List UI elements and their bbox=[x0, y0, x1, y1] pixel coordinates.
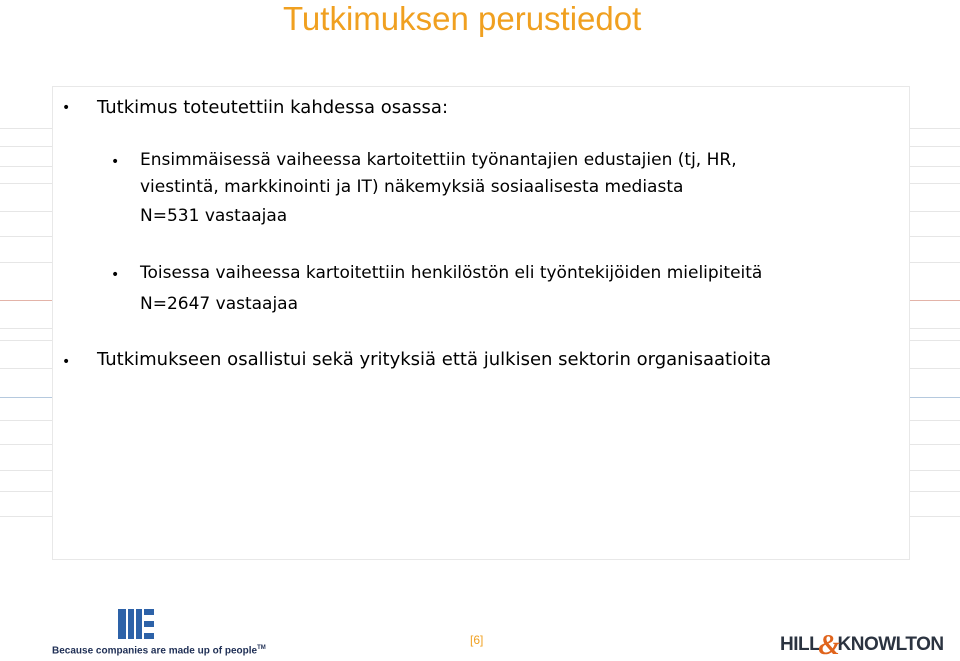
bullet-dot: • bbox=[62, 100, 71, 116]
sub-bullet-1-line-3: N=531 vastaajaa bbox=[140, 206, 288, 226]
bullet-dot: • bbox=[62, 354, 71, 370]
slide-title: Tutkimuksen perustiedot bbox=[283, 0, 642, 37]
sub-bullet-dot: • bbox=[111, 267, 120, 283]
bullet-1: Tutkimus toteutettiin kahdessa osassa: bbox=[97, 97, 449, 118]
mps-logo bbox=[52, 606, 156, 646]
slogan: Because companies are made up of people™ bbox=[52, 645, 266, 657]
sub-bullet-2-line-2: N=2647 vastaajaa bbox=[140, 294, 299, 314]
hill-knowlton-logo: HILL&KNOWLTON bbox=[780, 630, 944, 661]
sub-bullet-1-line-1: Ensimmäisessä vaiheessa kartoitettiin työnantajien edustajien (tj, HR, bbox=[140, 150, 737, 170]
page-number: [6] bbox=[470, 633, 484, 647]
sub-bullet-dot: • bbox=[111, 154, 120, 170]
bullet-2: Tutkimukseen osallistui sekä yrityksiä että julkisen sektorin organisaatioita bbox=[97, 349, 772, 370]
sub-bullet-2-line-1: Toisessa vaiheessa kartoitettiin henkilöstön eli työntekijöiden mielipiteitä bbox=[140, 263, 763, 283]
sub-bullet-1-line-2: viestintä, markkinointi ja IT) näkemyksiä sosiaalisesta mediasta bbox=[140, 177, 684, 197]
